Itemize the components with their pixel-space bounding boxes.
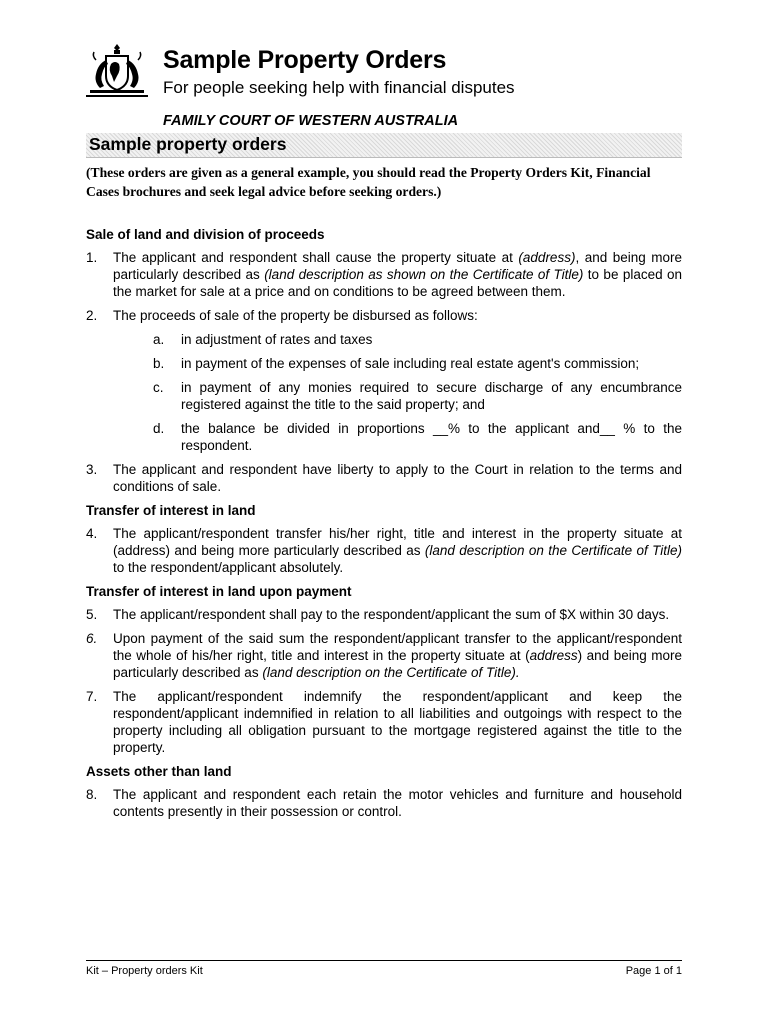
order-text: The applicant and respondent have liberty to apply to the Court in relation to the terms and conditions of sale.	[113, 462, 682, 494]
sub-item-a	[153, 331, 682, 348]
order-text: The applicant and respondent each retain the motor vehicles and furniture and household contents presently in their possession or control.	[113, 787, 682, 819]
sub-item-text: in payment of the expenses of sale including real estate agent's commission;	[181, 356, 640, 371]
footer-kit-name: Kit – Property orders Kit	[86, 965, 203, 977]
section-title: Sample property orders	[89, 134, 287, 154]
order-item-7	[86, 688, 682, 756]
sub-item-letter: b.	[153, 356, 165, 371]
order-item-2	[86, 307, 682, 324]
order-number: 5.	[86, 607, 98, 622]
order-number: 7.	[86, 689, 98, 704]
footer-divider	[86, 960, 682, 961]
order-number: 8.	[86, 787, 98, 802]
footer-page-number: Page 1 of 1	[625, 965, 682, 977]
heading-assets-other-than-land: Assets other than land	[86, 764, 232, 779]
order-item-6	[86, 630, 682, 681]
order-text: The applicant and respondent shall cause the property situate at (address), and being more particularly described as (land description as shown on the Certificate of Title) to be placed on the market for sale at a price and on conditions to be agreed between them.	[113, 250, 682, 299]
order-text: Upon payment of the said sum the respondent/applicant transfer to the applicant/respondent the whole of his/her right, title and interest in the property situate at (address) and being more particularly described as (land description on the Certificate of Title).	[113, 631, 682, 680]
order-text: The applicant/respondent indemnify the respondent/applicant and keep the respondent/applicant indemnified in relation to all liabilities and outgoings with respect to the property including all obligation pursuant to the mortgage registered against the title to the property.	[113, 689, 682, 755]
sub-item-c	[153, 379, 682, 413]
sub-item-text: in payment of any monies required to secure discharge of any encumbrance registered against the title to the said property; and	[181, 380, 682, 412]
order-number: 1.	[86, 250, 98, 265]
order-item-1	[86, 249, 682, 300]
order-item-8	[86, 786, 682, 820]
orders-content	[86, 226, 682, 827]
sub-item-text: in adjustment of rates and taxes	[181, 332, 373, 347]
sub-item-text: the balance be divided in proportions __% to the applicant and__ % to the respondent.	[181, 421, 682, 453]
court-name: FAMILY COURT OF WESTERN AUSTRALIA	[163, 113, 459, 129]
coat-of-arms-logo	[84, 42, 150, 100]
order-item-4	[86, 525, 682, 576]
order-text: The applicant/respondent transfer his/her right, title and interest in the property situate at (address) and being more particularly described as (land description on the Certificate of Title) to the respondent/applicant absolutely.	[113, 526, 682, 575]
section-title-bar	[86, 133, 682, 158]
page-title: Sample Property Orders	[163, 46, 447, 74]
order-item-5	[86, 606, 682, 623]
order-number: 6.	[86, 631, 98, 646]
sub-item-letter: a.	[153, 332, 165, 347]
order-text: The applicant/respondent shall pay to the respondent/applicant the sum of $X within 30 days.	[113, 607, 670, 622]
disclaimer-note: (These orders are given as a general example, you should read the Property Orders Kit, Financial Cases brochures and seek legal advice before seeking orders.)	[86, 165, 651, 199]
order-number: 4.	[86, 526, 98, 541]
sub-item-letter: c.	[153, 380, 164, 395]
heading-transfer-upon-payment: Transfer of interest in land upon payment	[86, 584, 352, 599]
order-item-3	[86, 461, 682, 495]
heading-transfer-of-interest: Transfer of interest in land	[86, 503, 256, 518]
page-subtitle: For people seeking help with financial disputes	[163, 78, 515, 97]
order-number: 2.	[86, 308, 98, 323]
order-text: The proceeds of sale of the property be disbursed as follows:	[113, 308, 478, 323]
sub-item-d	[153, 420, 682, 454]
order-number: 3.	[86, 462, 98, 477]
sub-item-letter: d.	[153, 421, 165, 436]
sub-item-b	[153, 355, 682, 372]
heading-sale-of-land: Sale of land and division of proceeds	[86, 227, 325, 242]
